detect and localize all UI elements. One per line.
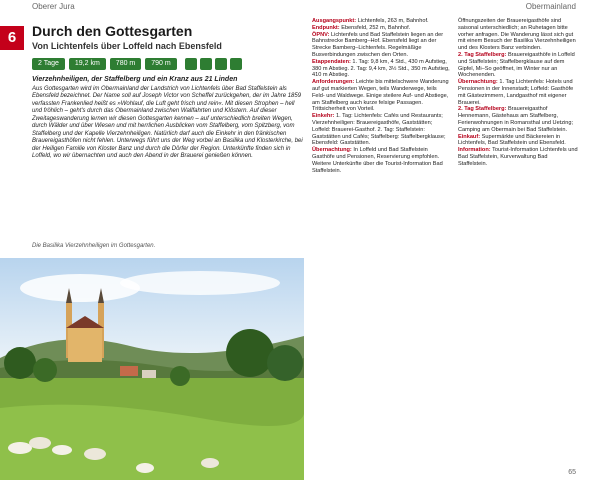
info-day2 [458,52,578,79]
info-requirements [312,79,450,113]
info-start [312,18,450,25]
landscape-illustration [0,258,304,480]
intro-body: Aus Gottesgarten wird im Obermainland der Landstrich von Lichtenfels über Bad Staffelstein als Ebensfeld bezeichnet. Der Name soll auf Joseph Victor von Scheffel zurückgehen, der im Jahre 1859 verfassten Frankenlied heißt es »Wohlauf, die Luft geht frisch und rein«. Mit diesen Strophen – hell und fröhlich – geht's durch das Obermainland zwischen Wallfahrten und Klöstern. Auf dieser Zweitageswanderung lernen wir diesen Gottesgarten kennen – auf unterschiedlich breiten Wegen, durch Wälder und über Wiesen und mit herrlichen Ausblicken vom Staffelberg, vom Spitzberg, vom Staffelberg und der Kapelle Vierzehnheiligen. Natürlich darf auch die Einkehr in den fränkischen Brauereigasthöfen nicht fehlen. Unterwegs führt uns der Weg vorbei an Basilika und Klosterkirche, bei der Heiligen Familie von Kloster Banz und durch die Dörfer der Region. Unterkünfte finden sich in Loffeld, wo wir übernachten und auch den Abend in der Brauerei genießen können. [32,85,303,159]
header-region-right: Obermainland [525,2,576,11]
tour-subtitle: Von Lichtenfels über Loffeld nach Ebensfeld [32,41,222,51]
restaurant-icon [200,58,212,70]
page-header [0,0,600,14]
info-stages-label: Etappendaten: [312,58,351,65]
intro-lead: Vierzehnheiligen, der Staffelberg und ein Kranz aus 21 Linden [32,76,238,83]
info-requirements-label: Anforderungen: [312,79,355,86]
info-end [312,25,450,32]
info-overnight-label: Übernachtung: [458,79,498,86]
info-information-value: Tourist-Information Lichtenfels und Bad Staffelstein, Kurverwaltung Bad Staffelstein. [458,147,578,167]
family-icon [230,58,242,70]
header-region-left: Oberer Jura [32,2,75,11]
info-day2-label: 2. Tag Staffelberg: [458,51,507,58]
info-day2-value: Brauereigasthöfe in Loffeld und Staffelstein; Staffelbergklause auf dem Gipfel, Mi–So geöffnet, im Winter nur an Wochenenden. [458,51,575,79]
lodging-icon [215,58,227,70]
info-transport [312,32,450,59]
info-shopping-label: Einkauf: [458,133,481,140]
info-day2b-label: 2. Tag Staffelberg: [458,106,507,113]
info-requirements-value: Leichte bis mittelschwere Wanderung auf gut markierten Wegen, teils Wanderwege, teils Feld- und Waldwege. Einige steilere Auf- und Abstiege, am Staffelberg auch kurze felsige Passagen. Trittsicherheit von Vorteil. [312,79,449,113]
intro-text [32,76,304,161]
stat-icons [185,58,242,70]
info-column-right [458,18,578,168]
info-information-label: Information: [458,147,491,154]
stat-ascent: 780 m [110,58,141,70]
stat-descent: 790 m [145,58,176,70]
tour-number-badge: 6 [0,26,24,50]
photo-caption: Die Basilika Vierzehnheiligen im Gottesgarten. [32,243,156,249]
tour-title: Durch den Gottesgarten [32,23,193,39]
info-dining [312,113,450,147]
tour-stats [32,58,304,70]
info-start-value: Lichtenfels, 263 m, Bahnhof. [357,18,429,24]
stat-distance: 19,2 km [69,58,106,70]
info-column-left [312,18,450,174]
info-transport-value: Lichtenfels und Bad Staffelstein liegen an der Bahnstrecke Bamberg–Hof. Ebensfeld liegt an der Strecke Bamberg–Lichtenfels. Regelmäßige Busverbindungen zwischen den Orten. [312,31,444,58]
info-end-label: Endpunkt: [312,24,340,31]
train-icon [185,58,197,70]
info-lodging-label: Übernachtung: [312,147,352,154]
info-stages-value: 1. Tag: 9,8 km, 4 Std., 430 m Aufstieg, 380 m Abstieg. 2. Tag: 9,4 km, 3½ Std., 350 m Aufstieg, 410 m Abstieg. [312,58,450,79]
info-dining-label: Einkehr: [312,113,335,120]
info-end-value: Ebensfeld, 252 m, Bahnhof. [341,24,411,31]
info-stages [312,59,450,79]
page-number: 65 [568,469,576,476]
info-day2b-value: Brauereigasthof Hennemann, Gästehaus am Staffelberg, Ferienwohnungen in Romansthal und Uetzing; Camping am Obermain bei Bad Staffelstein. [458,106,574,133]
info-overnight [458,79,578,106]
info-dining-value: 1. Tag: Lichtenfels: Cafés und Restaurants; Vierzehnheiligen: Brauereigasthöfe, Gaststätten; Loffeld: Brauerei-Gasthof. 2. Tag: Staffelstein: Gaststätten und Cafés; Staffelberg: Staffelbergklause; Ebensfeld: Gaststätten. [312,113,446,147]
info-lodging-value: In Loffeld und Bad Staffelstein Gasthöfe und Pensionen, Reservierung empfohlen. Weitere Unterkünfte über die Tourist-Information Bad Staffelstein. [312,147,443,174]
info-start-label: Ausgangspunkt: [312,18,357,24]
info-shopping [458,134,578,148]
info-information [458,147,578,167]
stat-duration: 2 Tage [32,58,65,70]
info-overnight-value: 1. Tag Lichtenfels: Hotels und Pensionen in der Innenstadt; Loffeld: Gasthöfe mit Gästezimmern, Landgasthof mit eigener Brauerei. [458,79,574,106]
landscape-photo [0,258,304,480]
info-lodging [312,147,450,174]
info-note: Öffnungszeiten der Brauereigasthöfe sind saisonal unterschiedlich; an Ruhetagen bitte vorher anfragen. Die Wanderung lässt sich gut mit einem Besuch der Basilika Vierzehnheiligen und des Klosters Banz verbinden. [458,18,576,52]
info-transport-label: ÖPNV: [312,31,330,38]
info-day2b [458,106,578,133]
info-shopping-value: Supermärkte und Bäckereien in Lichtenfels, Bad Staffelstein und Ebensfeld. [458,133,566,147]
